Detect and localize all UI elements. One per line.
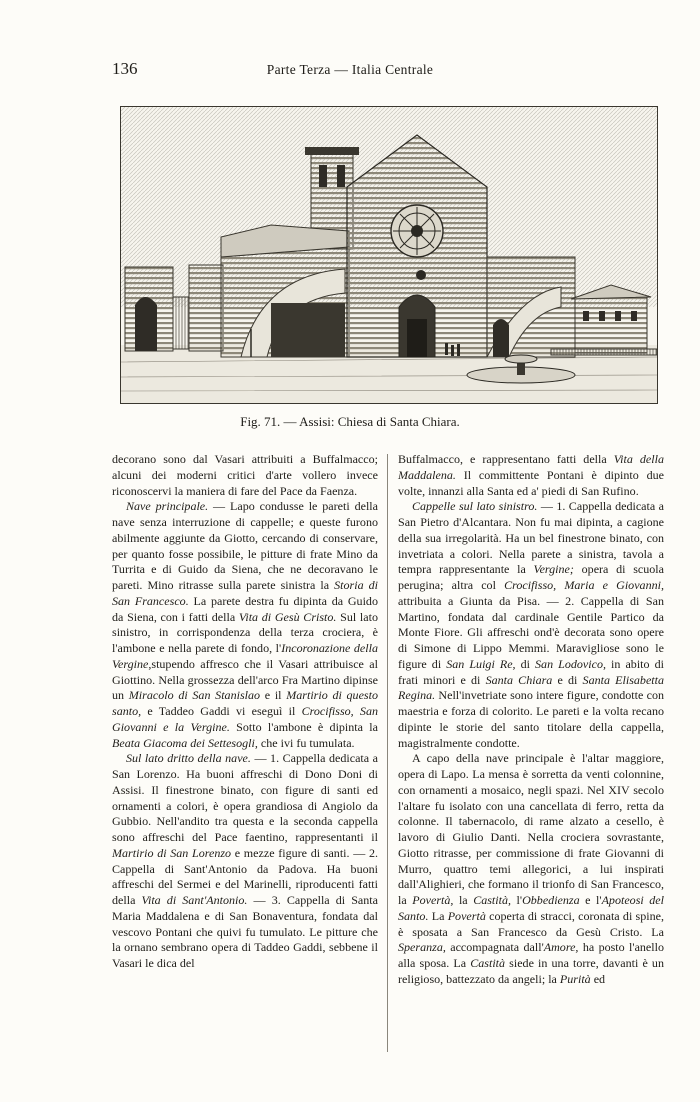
text-run: e di xyxy=(552,672,583,687)
text-run: ha posto l'anello alla sposa. La xyxy=(398,940,664,970)
text-run: — 1. Cappella dedicata a San Lorenzo. Ha buoni affreschi di Dono Doni di Assisi. Il finestrone binato, con figure di santi ed ornamenti a colori, è opera grandiosa di Angiolo da Gubbio. Nell'andito tra questa e la seconda cappella sono affreschi del Pace faentino, rappresentanti il xyxy=(112,751,378,844)
right-column xyxy=(398,452,664,988)
left-column xyxy=(112,452,378,972)
text-run: l' xyxy=(511,893,523,907)
text-run: opera di scuola perugina; altra col xyxy=(398,562,664,592)
italic-run: Miracolo di San Stanislao xyxy=(128,688,261,703)
right-paragraph-1 xyxy=(398,452,664,499)
text-run: Nell'invetriate sono intere figure, condotte con maestria e forza di colorito. Le pareti e la volta recano dipinte le storie del santo titolare della cappella, magistralmente condotte. xyxy=(398,688,664,750)
italic-run: Storia di San Francesco. xyxy=(112,578,378,608)
italic-run: Crocifisso, Maria e Giovanni, xyxy=(504,578,664,592)
text-run: A capo della nave principale è l'altar maggiore, opera di Lapo. La mensa è sorretta da venti colonnine, con ornamenti a mosaico, negli spazi. Nel XIV secolo l'altare fu isolato con una cancellata di ferro, retta da colonne. Il tabernacolo, di rame alzato a cesello, è lavoro di Giulio Danti. Nella crociera sovrastante, Giotto ritrasse, per commissione di frate Giovanni di Murro, quattro temi allegorici, a lui inspirati dall'Alighieri, che formano il trionfo di San Francesco, la xyxy=(398,751,664,907)
text-run: coperta di stracci, coronata di spine, è sposata a San Francesco da Gesù Cristo. La xyxy=(398,908,664,939)
text-run: Buffalmacco, e rappresentano fatti della xyxy=(398,452,614,466)
italic-run: Castità, xyxy=(473,893,512,907)
right-paragraph-3 xyxy=(398,751,664,987)
left-paragraph-1: decorano sono dal Vasari attribuiti a Buffalmacco; alcuni dei moderni critici d'arte vollero invece riconoscervi la maniera di fare del Pace da Faenza. xyxy=(112,452,378,498)
right-paragraph-2 xyxy=(398,499,664,751)
text-run: Sul lato sinistro, in corrispondenza della terza crociera, è l'ambone e nella parete di fondo, l' xyxy=(112,609,378,655)
italic-run: Amore, xyxy=(543,940,579,955)
text-run: — Lapo condusse le pareti della nave senza interruzione di cappelle; e queste furono abilmente aggiunte da Giotto, cercando di conservare, per quanto fosse possibile, le pitture di frate Mino da Turrita e di Guido da Siena, che ne decoravano le pareti. Mino ritrasse sulla parete sinistra la xyxy=(112,499,378,592)
text-run: La parete destra fu dipinta da Guido da Siena, con i fatti della xyxy=(112,593,378,624)
text-run: attribuita a Giunta da Pisa. — 2. Cappella di San Martino, fondata dal cardinale Gentile Partico da Monte Fiore. Gli affreschi ond'è decorata sono opere di Simone di Lippo Memmi. Maravigliose sono le figure di xyxy=(398,593,664,671)
text-run: Il committente Pontani è dipinto due volte, innanzi alla Santa ed a' piedi di San Rufino. xyxy=(398,467,664,498)
left-paragraph-2 xyxy=(112,499,378,751)
text-run: ed xyxy=(590,971,606,986)
text-run: e mezze figure di santi. — 2. Cappella di Sant'Antonio da Padova. Ha buoni affreschi del Sermei e del Marinelli, riproducenti fatti della xyxy=(112,845,378,907)
italic-run: Vita di Sant'Antonio. xyxy=(141,893,248,907)
text-run: e Taddeo Gaddi vi eseguì il xyxy=(141,704,302,718)
text-run: siede in una torre, davanti è un religioso, battezzato da angeli; la xyxy=(398,956,664,986)
running-head: Parte Terza — Italia Centrale xyxy=(266,62,434,77)
text-run: e l' xyxy=(579,893,602,907)
text-run: la xyxy=(453,893,474,907)
text-run: e il xyxy=(260,688,287,703)
figure-caption: Fig. 71. — Assisi: Chiesa di Santa Chiara. xyxy=(240,414,460,429)
italic-run: Incoronazione della Vergine, xyxy=(112,641,378,671)
italic-run: Vergine; xyxy=(533,562,574,577)
text-run: in abito di frati minori e di xyxy=(398,656,664,687)
italic-run: Vita della Maddalena. xyxy=(398,452,664,482)
italic-run: Castità xyxy=(470,956,506,970)
church-illustration xyxy=(120,106,658,404)
italic-run: San Luigi Re, xyxy=(446,656,516,671)
left-paragraph-3 xyxy=(112,751,378,972)
italic-run: Purità xyxy=(559,971,591,986)
italic-run: Cappelle sul lato sinistro. xyxy=(412,499,538,514)
italic-run: Santa Elisabetta Regina. xyxy=(398,672,665,703)
column-divider xyxy=(387,454,388,1052)
italic-run: Martirio di questo santo, xyxy=(112,688,378,718)
italic-run: Vita di Gesù Cristo. xyxy=(238,609,337,624)
italic-run: Santa Chiara xyxy=(485,672,553,687)
italic-run: Crocifisso, San Giovanni e la Vergine. xyxy=(112,704,378,734)
italic-run: Nave principale. xyxy=(126,499,209,514)
italic-run: Povertà, xyxy=(412,893,454,907)
page-number: 136 xyxy=(112,59,138,78)
text-run: accompagnata dall' xyxy=(445,940,544,955)
italic-run: Speranza, xyxy=(398,940,446,955)
italic-run: Sul lato dritto della nave. xyxy=(126,751,251,766)
italic-run: Obbedienza xyxy=(522,893,580,907)
text-run: La xyxy=(428,908,448,923)
engraving-santa-chiara xyxy=(121,107,657,403)
italic-run: San Lodovico, xyxy=(535,656,606,671)
text-run: Sotto l'ambone è dipinta la xyxy=(229,719,379,734)
text-run: stupendo affresco che il Vasari attribuisce al Giottino. Nella grossezza dell'arco Fra Martino dipinse un xyxy=(112,656,378,703)
italic-run: Martirio di San Lorenzo xyxy=(112,845,232,860)
text-run: che ivi fu tumulata. xyxy=(257,735,355,750)
text-run: — 3. Cappella di Santa Maria Maddalena e di San Bonaventura, fondata dal vescovo Pontani che quivi fu tumulato. Le pitture che la ornano sembrano opera di Taddeo Gaddi, sebbene il Vasari le dica del xyxy=(112,893,378,970)
text-run: — 1. Cappella dedicata a San Pietro d'Alcantara. Non fu mai dipinta, a cagione della sua irregolarità. Ha un bel finestrone binato, con invetriata a colori. Nella parete a sinistra, tavola a tempra rappresentante la xyxy=(398,499,665,577)
text-run: di xyxy=(515,656,536,671)
italic-run: Beata Giacoma dei Settesogli, xyxy=(112,735,258,750)
italic-run: Apoteosi del Santo. xyxy=(398,893,664,923)
italic-run: Povertà xyxy=(447,908,486,923)
